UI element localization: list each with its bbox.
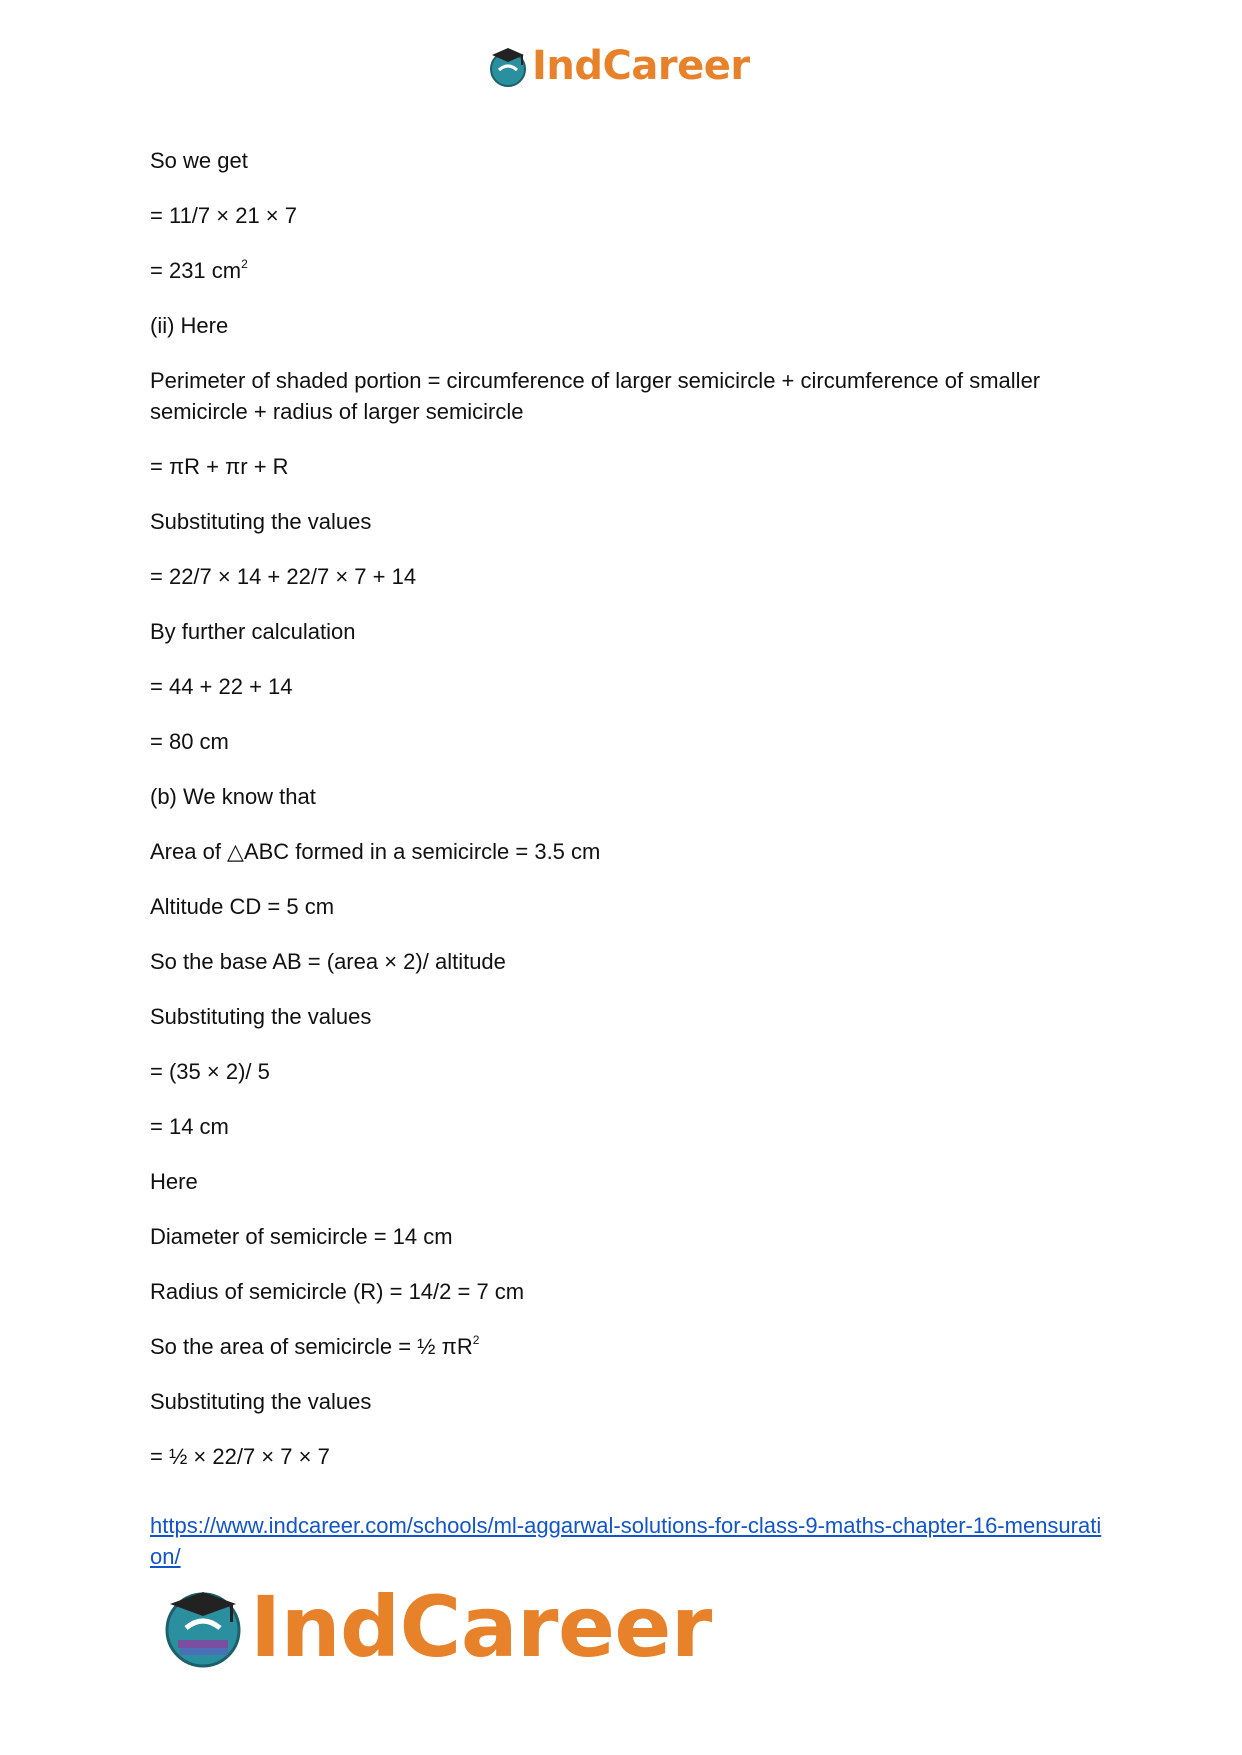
text-line-content: = πR + πr + R	[150, 454, 289, 479]
superscript: 2	[472, 1333, 480, 1347]
text-line	[150, 561, 1110, 592]
text-line-content: (b) We know that	[150, 784, 316, 809]
text-line-content: By further calculation	[150, 619, 356, 644]
text-line	[150, 200, 1110, 231]
text-line	[150, 365, 1110, 427]
text-line	[150, 891, 1110, 922]
superscript: 2	[241, 257, 248, 271]
logo-text: IndCareer	[532, 43, 750, 89]
text-line-content: Substituting the values	[150, 509, 372, 534]
text-line-content: So we get	[150, 148, 248, 173]
text-line-content: So the base AB = (area × 2)/ altitude	[150, 949, 506, 974]
footer-logo	[160, 1578, 712, 1676]
text-line-content: Area of △ABC formed in a semicircle = 3.5 cm	[150, 839, 601, 864]
text-line-content: (ii) Here	[150, 313, 229, 338]
text-line-content: Radius of semicircle (R) = 14/2 = 7 cm	[150, 1279, 525, 1304]
text-line	[150, 1001, 1110, 1032]
text-line	[150, 1276, 1110, 1307]
text-line-content: = ½ × 22/7 × 7 × 7	[150, 1444, 330, 1469]
text-line	[150, 781, 1110, 812]
text-line	[150, 946, 1110, 977]
text-line	[150, 1111, 1110, 1142]
graduation-cap-globe-icon	[486, 44, 530, 88]
text-line	[150, 1166, 1110, 1197]
text-line-content: = 14 cm	[150, 1114, 229, 1139]
text-line	[150, 836, 1110, 867]
text-line	[150, 671, 1110, 702]
text-line	[150, 726, 1110, 757]
text-line-content: = 80 cm	[150, 729, 229, 754]
text-line-content: Here	[150, 1169, 198, 1194]
text-line-content: = 22/7 × 14 + 22/7 × 7 + 14	[150, 564, 417, 589]
text-line	[150, 451, 1110, 482]
source-link[interactable]: https://www.indcareer.com/schools/ml-aggarwal-solutions-for-class-9-maths-chapter-16-mensuration/	[150, 1513, 1102, 1569]
text-line	[150, 145, 1110, 176]
graduation-cap-globe-books-icon	[160, 1584, 246, 1670]
text-line-content: So the area of semicircle = ½ πR	[150, 1334, 473, 1359]
text-line-content: = (35 × 2)/ 5	[150, 1059, 270, 1084]
header-logo	[486, 40, 750, 92]
text-line	[150, 1221, 1110, 1252]
text-line-content: Substituting the values	[150, 1004, 372, 1029]
text-line-content: = 44 + 22 + 14	[150, 674, 293, 699]
text-line	[150, 1441, 1110, 1472]
text-line	[150, 616, 1110, 647]
text-line-content: = 231 cm	[150, 258, 242, 283]
text-line	[150, 310, 1110, 341]
footer-logo-text: IndCareer	[250, 1578, 712, 1676]
text-line-content: Perimeter of shaded portion = circumference of larger semicircle + circumference of smaller semicircle + radius of larger semicircle	[150, 368, 1041, 424]
text-line-content: Substituting the values	[150, 1389, 372, 1414]
text-line	[150, 1386, 1110, 1417]
text-line	[150, 255, 1110, 286]
text-line	[150, 506, 1110, 537]
text-line	[150, 1331, 1110, 1362]
text-line	[150, 1056, 1110, 1087]
text-line-content: Diameter of semicircle = 14 cm	[150, 1224, 453, 1249]
document-body	[150, 145, 1110, 1496]
text-line-content: Altitude CD = 5 cm	[150, 894, 335, 919]
text-line-content: = 11/7 × 21 × 7	[150, 203, 297, 228]
